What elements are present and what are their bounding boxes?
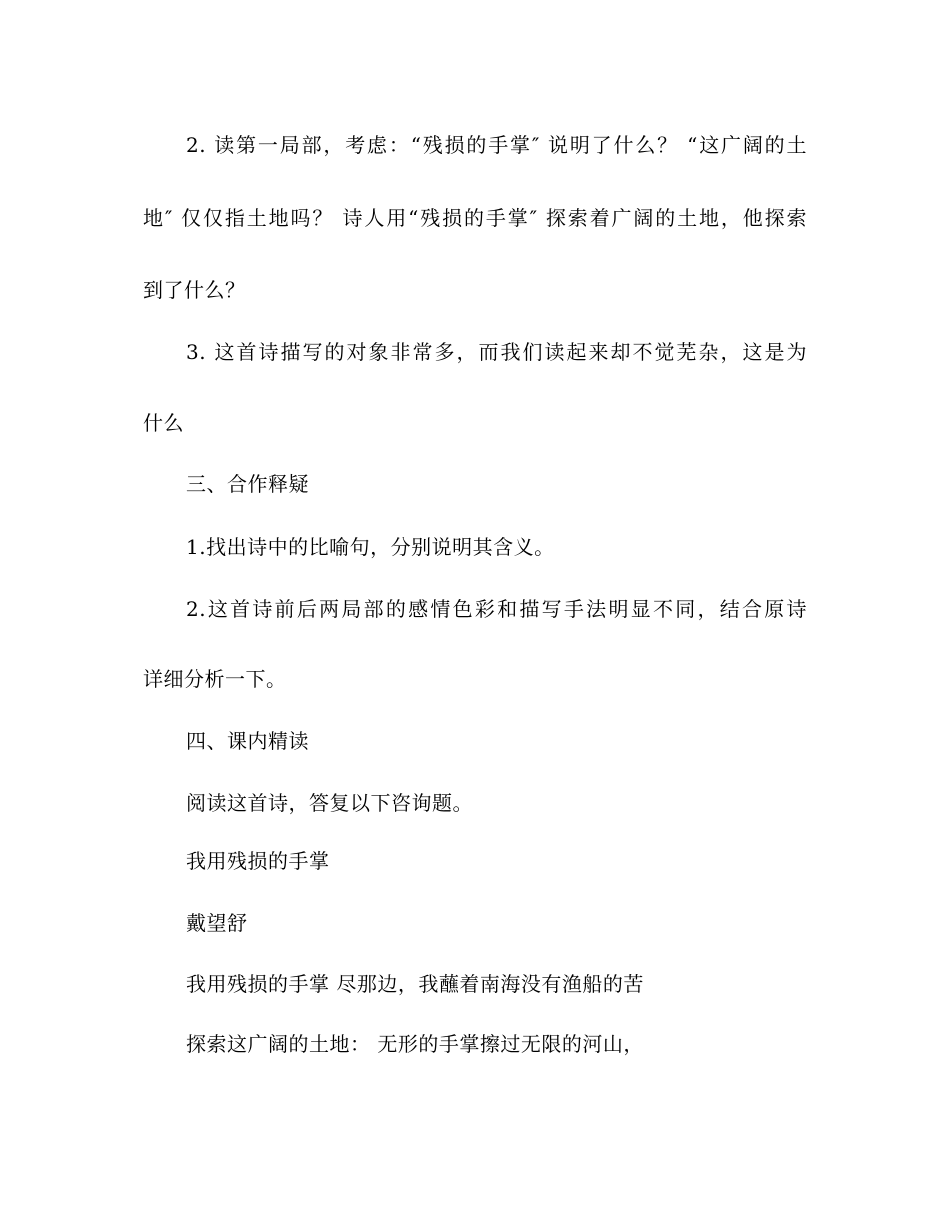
question-3-line-1: 3. 这首诗描写的对象非常多，而我们读起来却不觉芜杂，这是为 xyxy=(186,340,807,364)
question-2-line-2: 地″ 仅仅指土地吗？ 诗人用“残损的手掌″ 探索着广阔的土地，他探索 xyxy=(143,206,807,230)
question-3-line-2: 什么 xyxy=(143,411,184,435)
cooperation-item-2-line-2: 详细分析一下。 xyxy=(143,667,287,691)
cooperation-item-2-line-1: 2.这首诗前后两局部的感情色彩和描写手法明显不同，结合原诗 xyxy=(186,597,807,621)
poem-title: 我用残损的手掌 xyxy=(186,849,330,873)
question-2-line-3: 到了什么？ xyxy=(143,278,246,302)
poem-line-2: 探索这广阔的土地： 无形的手掌擦过无限的河山， xyxy=(186,1032,644,1056)
cooperation-item-1: 1.找出诗中的比喻句，分别说明其含义。 xyxy=(186,535,555,559)
poem-author: 戴望舒 xyxy=(186,911,248,935)
reading-instruction: 阅读这首诗，答复以下咨询题。 xyxy=(186,791,473,815)
question-2-line-1: 2. 读第一局部，考虑：“残损的手掌″ 说明了什么？ “这广阔的土 xyxy=(186,133,807,157)
section-heading-close-reading: 四、课内精读 xyxy=(186,729,309,753)
section-heading-cooperation: 三、合作释疑 xyxy=(186,472,309,496)
poem-line-1: 我用残损的手掌 尽那边，我蘸着南海没有渔船的苦 xyxy=(186,972,644,996)
